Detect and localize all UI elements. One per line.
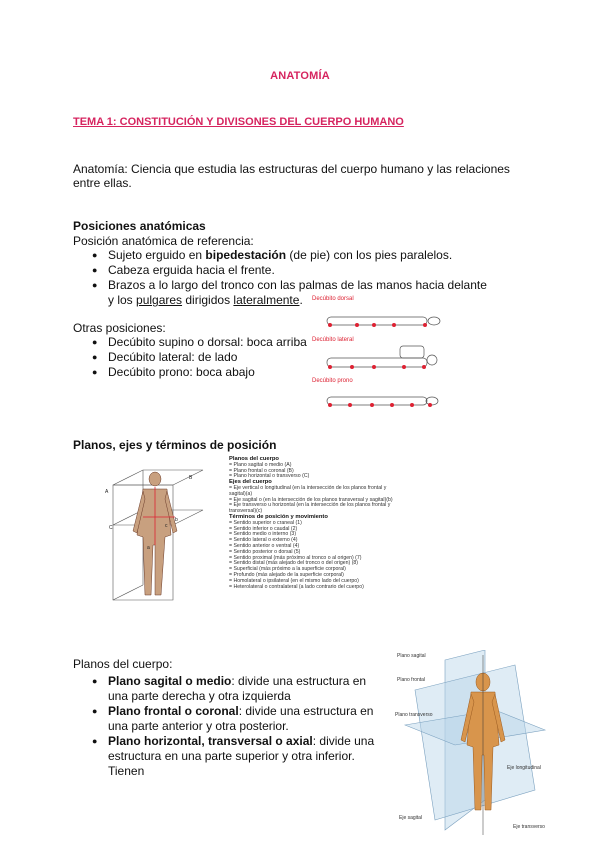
- table-heading: Ejes del cuerpo: [229, 479, 272, 486]
- table-line: = Sentido inferior o caudal (2): [229, 525, 298, 532]
- table-line: = Heterolateral o contralateral (a lado contrario del cuerpo): [229, 583, 364, 590]
- table-line: = Sentido posterior o dorsal (5): [229, 548, 301, 555]
- planos-cuerpo-heading: Planos del cuerpo:: [73, 657, 173, 671]
- table-line: = Plano frontal o coronal (B): [229, 467, 294, 474]
- table-line: = Sentido lateral o externo (4): [229, 537, 298, 544]
- table-heading: Términos de posición y movimiento: [229, 513, 328, 520]
- planos-cuerpo-list: [73, 674, 383, 779]
- decubito-figure: [312, 296, 452, 414]
- svg-text:A: A: [105, 489, 109, 495]
- list-item: ● Sujeto erguido en bipedestación (de pie) con los pies paralelos.: [108, 248, 513, 263]
- svg-text:B: B: [189, 475, 193, 481]
- table-line: = Homolateral o ipsilateral (en el mismo lado del cuerpo): [229, 577, 359, 584]
- table-line: = Profundo (más alejado de la superficie corporal): [229, 571, 344, 578]
- table-line: = Plano sagital o medio (A): [229, 461, 292, 468]
- eje-sagital-label: Eje sagital: [399, 815, 423, 821]
- planos-heading: Planos, ejes y términos de posición: [73, 438, 277, 452]
- tema-title: TEMA 1: CONSTITUCIÓN Y DIVISONES DEL CUERPO HUMANO: [73, 116, 404, 128]
- body-planes-illustration: [103, 465, 218, 613]
- plano-transverso-label: Plano transverso: [395, 712, 433, 718]
- list-item: ● Plano horizontal, transversal o axial: divide una estructura en una parte superior y otra inferior. Tienen: [108, 734, 383, 779]
- table-line: = Plano horizontal o transverso (C): [229, 473, 310, 480]
- doc-title: ANATOMÍA: [270, 70, 330, 82]
- table-line: = Eje vertical o longitudinal (en la intersección de los planos frontal y sagital)(a): [229, 484, 387, 497]
- table-line: = Sentido anterior o ventral (4): [229, 542, 300, 549]
- planos-table: [229, 457, 404, 590]
- decubito-prono-label: Decúbito prono: [312, 378, 353, 384]
- otras-heading: Otras posiciones:: [73, 321, 166, 335]
- definition-paragraph: Anatomía: Ciencia que estudia las estructuras del cuerpo humano y las relaciones entre ellas.: [73, 162, 510, 190]
- table-line: = Sentido distal (más alejado del tronco o del origen) (8): [229, 560, 359, 567]
- body-planes-figure: [103, 465, 218, 613]
- posiciones-heading: Posiciones anatómicas: [73, 219, 206, 233]
- list-item: ● Decúbito supino o dorsal: boca arriba: [108, 335, 313, 350]
- eje-longitudinal-label: Eje longitudinal: [507, 765, 541, 771]
- list-item: ● Brazos a lo largo del tronco con las palmas de las manos hacia delante y los pulgares dirigidos lateralmente.: [108, 278, 488, 308]
- list-item: ● Plano sagital o medio: divide una estructura en una parte derecha y otra izquierda: [108, 674, 383, 704]
- list-item: ● Cabeza erguida hacia el frente.: [108, 263, 513, 278]
- plano-frontal-label: Plano frontal: [397, 677, 426, 683]
- planes-3d-figure: [395, 650, 555, 840]
- decubito-lateral-label: Decúbito lateral: [312, 337, 354, 343]
- svg-text:C: C: [109, 525, 113, 531]
- table-line: = Eje sagital o (en la intersección de los planos transversal y sagital)(b): [229, 496, 393, 503]
- plano-sagital-label: Plano sagital: [397, 653, 426, 659]
- table-heading: Planos del cuerpo: [229, 456, 279, 462]
- table-line: = Sentido superior o craneal (1): [229, 519, 302, 526]
- list-item: ● Plano frontal o coronal: divide una estructura en una parte anterior y otra posterior.: [108, 704, 383, 734]
- decubito-dorsal-label: Decúbito dorsal: [312, 296, 354, 302]
- table-line: = Eje transverso u horizontal (en la intersección de los planos frontal y transversal)(c): [229, 502, 391, 515]
- table-line: = Superficial (más próximo a la superficie corporal): [229, 566, 346, 573]
- posiciones-sub: Posición anatómica de referencia:: [73, 234, 254, 248]
- svg-text:a: a: [147, 545, 150, 551]
- decubito-illustration: [312, 296, 452, 414]
- svg-text:b: b: [175, 517, 178, 523]
- eje-transverso-label: Eje transverso: [513, 824, 545, 830]
- svg-text:c: c: [165, 523, 168, 529]
- otras-list: [73, 335, 313, 380]
- list-item: ● Decúbito prono: boca abajo: [108, 365, 313, 380]
- list-item: ● Decúbito lateral: de lado: [108, 350, 313, 365]
- table-line: = Sentido medio o interno (3): [229, 531, 297, 538]
- posiciones-section: [73, 219, 373, 249]
- table-line: = Sentido proximal (más próximo al tronco o al origen) (7): [229, 554, 362, 561]
